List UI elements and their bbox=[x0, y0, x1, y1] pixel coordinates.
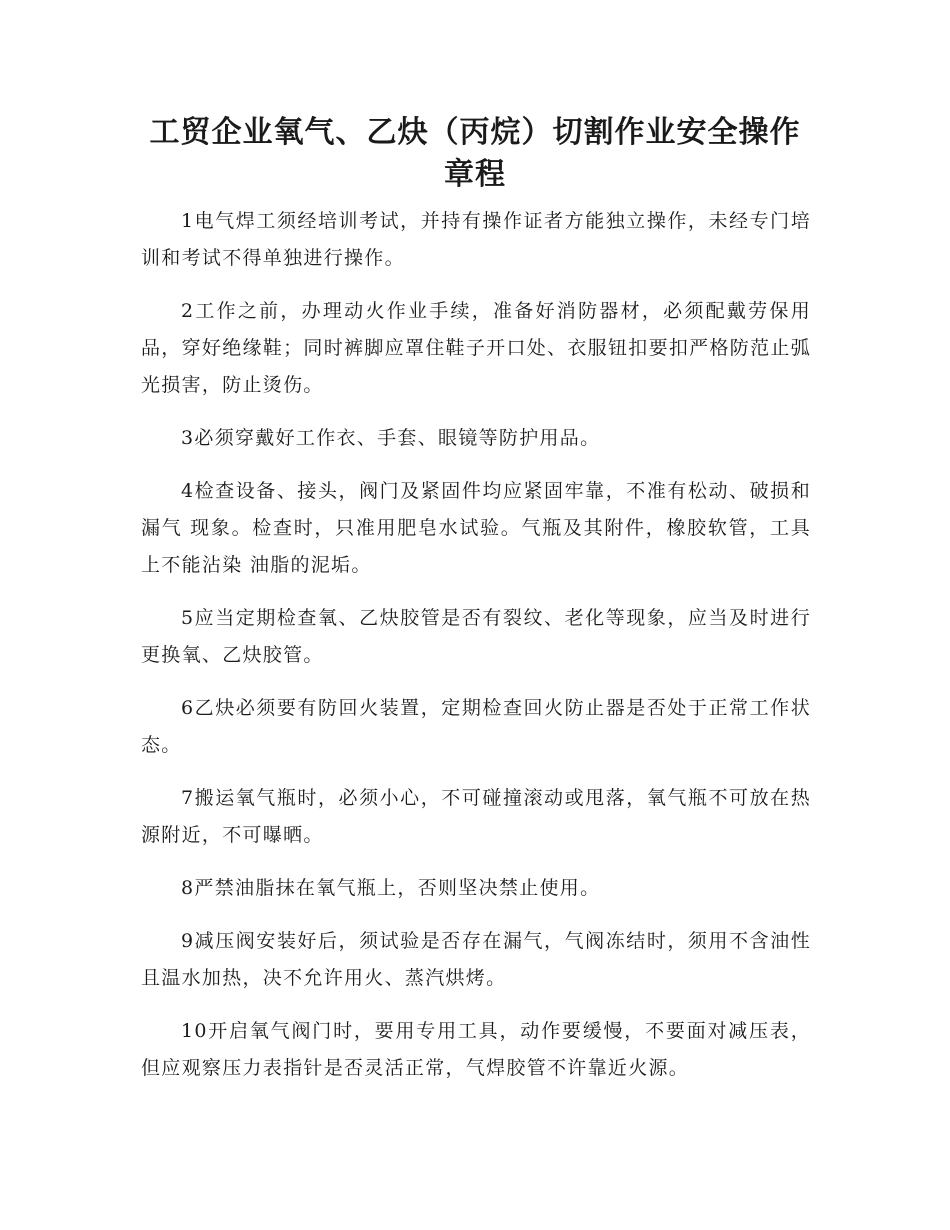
paragraph-1: 1电气焊工须经培训考试，并持有操作证者方能独立操作，未经专门培训和考试不得单独进行操作。 bbox=[141, 210, 811, 269]
paragraph-6: 6乙炔必须要有防回火装置，定期检查回火防止器是否处于正常工作状态。 bbox=[141, 697, 811, 756]
paragraph-7: 7搬运氧气瓶时，必须小心，不可碰撞滚动或甩落，氧气瓶不可放在热源附近，不可曝晒。 bbox=[141, 787, 811, 846]
paragraph-2: 2工作之前，办理动火作业手续，准备好消防器材，必须配戴劳保用品，穿好绝缘鞋；同时裤脚应罩住鞋子开口处、衣服钮扣要扣严格防范止弧光损害，防止烫伤。 bbox=[141, 300, 811, 396]
paragraph-5: 5应当定期检查氧、乙炔胶管是否有裂纹、老化等现象，应当及时进行更换氧、乙炔胶管。 bbox=[141, 607, 811, 666]
document-body bbox=[141, 203, 811, 1103]
paragraph-8: 8严禁油脂抹在氧气瓶上，否则坚决禁止使用。 bbox=[181, 877, 601, 899]
paragraph-9: 9减压阀安装好后，须试验是否存在漏气，气阀冻结时，须用不含油性且温水加热，决不允许用火、蒸汽烘烤。 bbox=[141, 930, 811, 989]
paragraph-10: 10开启氧气阀门时，要用专用工具，动作要缓慢，不要面对减压表，但应观察压力表指针是否灵活正常，气焊胶管不许靠近火源。 bbox=[141, 1020, 811, 1079]
paragraph-4: 4检查设备、接头，阀门及紧固件均应紧固牢靠，不准有松动、破损和漏气 现象。检查时，只准用肥皂水试验。气瓶及其附件，橡胶软管，工具上不能沾染 油脂的泥垢。 bbox=[141, 480, 811, 576]
document-title: 工贸企业氧气、乙炔（丙烷）切割作业安全操作章程 bbox=[149, 115, 801, 192]
paragraph-3: 3必须穿戴好工作衣、手套、眼镜等防护用品。 bbox=[181, 427, 601, 449]
